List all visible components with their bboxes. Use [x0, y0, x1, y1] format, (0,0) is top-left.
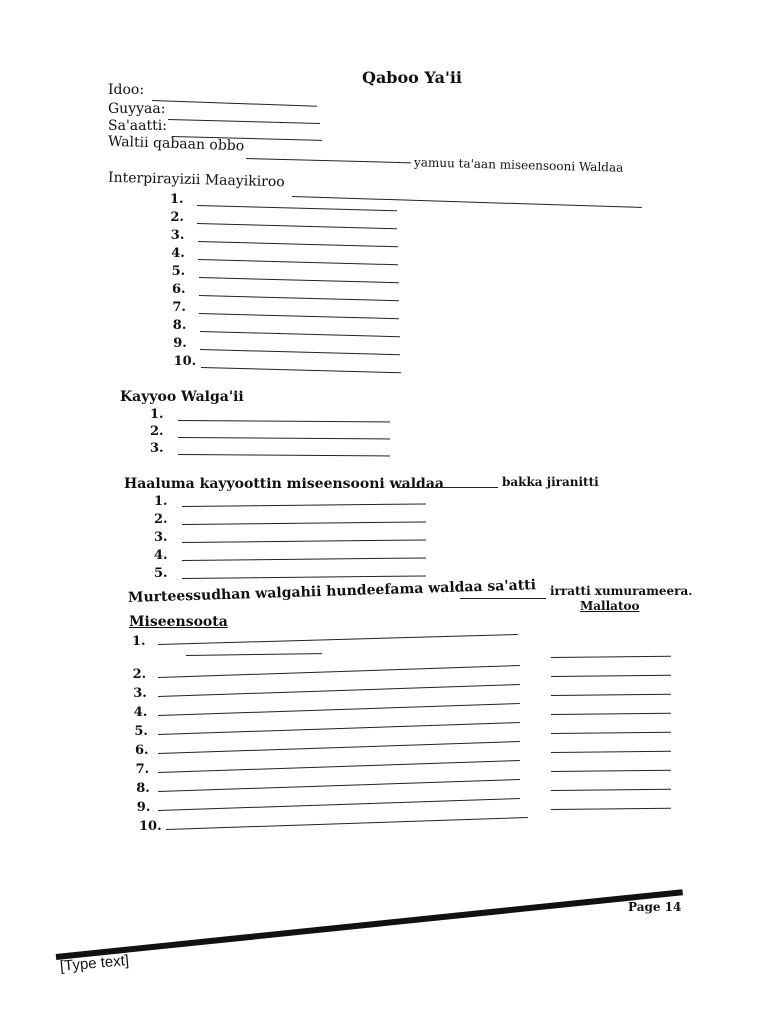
haaluma-item-blank-line[interactable]	[182, 521, 426, 525]
haaluma-suffix: bakka jiranitti	[502, 475, 599, 489]
interpirayizii-item-blank-line[interactable]	[200, 349, 400, 355]
haaluma-item-number: 4.	[154, 548, 168, 563]
haaluma-item-blank-line[interactable]	[182, 557, 426, 561]
haaluma-item-number: 2.	[154, 512, 168, 527]
interpirayizii-item-blank-line[interactable]	[199, 295, 399, 301]
interpirayizii-item-number: 5.	[171, 264, 186, 279]
interpirayizii-blank[interactable]	[292, 196, 642, 208]
haaluma-item-blank-line[interactable]	[182, 539, 426, 543]
kayyoo-item-number: 2.	[150, 424, 164, 439]
kayyoo-item-number: 1.	[150, 407, 164, 422]
guyyaa-label: Guyyaa:	[108, 101, 166, 117]
idoo-label: Idoo:	[108, 82, 145, 98]
interpirayizii-item-number: 6.	[172, 282, 186, 297]
mallatoo-signature-line[interactable]	[551, 694, 671, 696]
interpirayizii-item-blank-line[interactable]	[199, 277, 399, 283]
miseensoota-name-line[interactable]	[158, 684, 520, 697]
miseensoota-name-line-continuation[interactable]	[186, 653, 322, 656]
mallatoo-signature-line[interactable]	[551, 732, 671, 734]
haaluma-item-number: 3.	[154, 530, 168, 545]
mallatoo-signature-line[interactable]	[551, 675, 671, 677]
haaluma-item-blank-line[interactable]	[182, 575, 426, 579]
interpirayizii-item-blank-line[interactable]	[198, 259, 398, 265]
waltii-blank[interactable]	[246, 158, 411, 163]
interpirayizii-item-number: 7.	[172, 300, 186, 315]
interpirayizii-item-blank-line[interactable]	[197, 205, 397, 211]
interpirayizii-item-number: 3.	[170, 228, 185, 243]
footer-rule	[56, 889, 683, 960]
miseensoota-item-number: 9.	[136, 800, 151, 815]
miseensoota-item-number: 4.	[133, 705, 148, 720]
kayyoo-item-blank-line[interactable]	[178, 454, 390, 456]
form-title: Qaboo Ya'ii	[362, 68, 463, 87]
kayyoo-item-number: 3.	[150, 441, 164, 456]
interpirayizii-item-number: 4.	[171, 246, 185, 261]
haaluma-item-number: 1.	[154, 494, 168, 509]
miseensoota-name-line[interactable]	[158, 703, 520, 716]
page-number: Page 14	[628, 900, 682, 914]
saatti-label: Sa'aatti:	[108, 118, 167, 134]
miseensoota-item-number: 2.	[132, 667, 147, 682]
mallatoo-signature-line[interactable]	[551, 656, 671, 658]
miseensoota-name-line[interactable]	[158, 741, 520, 754]
interpirayizii-item-blank-line[interactable]	[199, 313, 399, 319]
interpirayizii-item-number: 8.	[172, 318, 187, 333]
miseensoota-item-number: 1.	[132, 634, 146, 649]
mallatoo-header: Mallatoo	[580, 599, 640, 613]
miseensoota-name-line[interactable]	[158, 779, 520, 792]
miseensoota-name-line[interactable]	[158, 760, 520, 773]
interpirayizii-item-number: 9.	[173, 336, 187, 351]
miseensoota-name-line[interactable]	[166, 817, 528, 830]
kayyoo-item-blank-line[interactable]	[178, 437, 390, 439]
mallatoo-signature-line[interactable]	[551, 751, 671, 753]
miseensoota-name-line[interactable]	[158, 798, 520, 811]
miseensoota-name-line[interactable]	[158, 665, 520, 678]
miseensoota-header: Miseensoota	[129, 614, 228, 630]
interpirayizii-item-blank-line[interactable]	[201, 367, 401, 373]
miseensoota-item-number: 8.	[136, 781, 150, 796]
haaluma-item-number: 5.	[154, 566, 168, 581]
miseensoota-item-number: 6.	[135, 743, 149, 758]
mallatoo-signature-line[interactable]	[551, 789, 671, 791]
haaluma-item-blank-line[interactable]	[182, 503, 426, 507]
guyyaa-blank[interactable]	[168, 119, 320, 124]
haaluma-blank[interactable]	[398, 487, 498, 488]
interpirayizii-item-number: 1.	[170, 192, 184, 207]
interpirayizii-item-number: 10.	[173, 354, 197, 369]
miseensoota-item-number: 7.	[135, 762, 150, 777]
haaluma-label: Haaluma kayyoottin miseensooni waldaa	[124, 476, 444, 492]
interpirayizii-item-blank-line[interactable]	[200, 331, 400, 337]
kayyoo-label: Kayyoo Walga'ii	[120, 389, 244, 405]
murteessudhan-suffix: irratti xumurameera.	[550, 584, 693, 598]
interpirayizii-item-blank-line[interactable]	[198, 241, 398, 247]
mallatoo-signature-line[interactable]	[551, 808, 671, 810]
interpirayizii-item-blank-line[interactable]	[197, 223, 397, 229]
miseensoota-name-line[interactable]	[158, 634, 518, 645]
interpirayizii-item-number: 2.	[170, 210, 184, 225]
murteessudhan-blank[interactable]	[460, 598, 546, 599]
mallatoo-signature-line[interactable]	[551, 770, 671, 772]
miseensoota-name-line[interactable]	[158, 722, 520, 735]
miseensoota-item-number: 10.	[139, 819, 162, 834]
idoo-blank[interactable]	[152, 100, 317, 107]
interpirayizii-label: Interpirayizii Maayikiroo	[107, 169, 285, 191]
waltii-label: Waltii qabaan obbo	[107, 133, 245, 155]
miseensoota-item-number: 3.	[133, 686, 147, 701]
murteessudhan-label: Murteessudhan walgahii hundeefama waldaa sa'atti	[127, 577, 537, 606]
waltii-suffix: yamuu ta'aan miseensooni Waldaa	[413, 155, 624, 175]
footer-type-text: [Type text]	[59, 952, 130, 975]
kayyoo-item-blank-line[interactable]	[178, 420, 390, 422]
mallatoo-signature-line[interactable]	[551, 713, 671, 715]
miseensoota-item-number: 5.	[134, 724, 148, 739]
